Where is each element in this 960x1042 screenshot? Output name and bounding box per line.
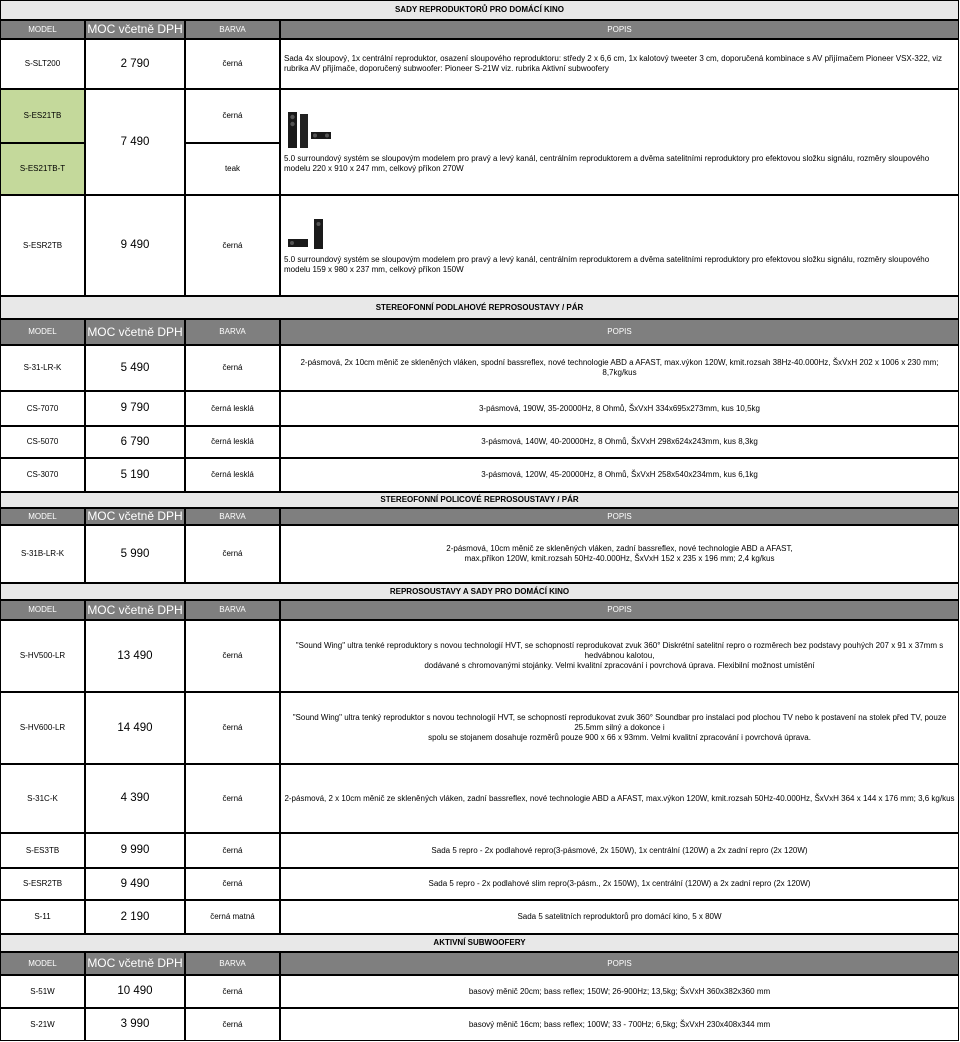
section-title: AKTIVNÍ SUBWOOFERY — [0, 934, 959, 952]
header-description: POPIS — [280, 600, 959, 620]
header-color: BARVA — [185, 600, 280, 620]
price-cell: 5 490 — [85, 345, 185, 391]
description-cell: 3-pásmová, 140W, 40-20000Hz, 8 Ohmů, ŠxVxH 298x624x243mm, kus 8,3kg — [280, 426, 959, 458]
description-cell — [280, 620, 959, 692]
model-cell: S-SLT200 — [0, 39, 85, 89]
price-cell: 4 390 — [85, 764, 185, 833]
color-cell: černá matná — [185, 900, 280, 934]
color-cell: černá lesklá — [185, 391, 280, 426]
model-cell: S-ES3TB — [0, 833, 85, 868]
header-model: MODEL — [0, 20, 85, 39]
header-description: POPIS — [280, 319, 959, 345]
description-cell — [280, 692, 959, 764]
color-cell: černá — [185, 39, 280, 89]
header-price: MOC včetně DPH — [85, 600, 185, 620]
section-title: STEREOFONNÍ PODLAHOVÉ REPROSOUSTAVY / PÁR — [0, 296, 959, 319]
color-cell: černá — [185, 692, 280, 764]
description-cell: basový měnič 20cm; bass reflex; 150W; 26-900Hz; 13,5kg; ŠxVxH 360x382x360 mm — [280, 975, 959, 1008]
header-model: MODEL — [0, 508, 85, 525]
price-cell: 13 490 — [85, 620, 185, 692]
description-cell: Sada 5 repro - 2x podlahové repro(3-pásmové, 2x 150W), 1x centrální (120W) a 2x zadní repro (2x 120W) — [280, 833, 959, 868]
header-color: BARVA — [185, 20, 280, 39]
price-cell: 5 990 — [85, 525, 185, 583]
color-cell: černá — [185, 975, 280, 1008]
description-cell: 3-pásmová, 190W, 35-20000Hz, 8 Ohmů, ŠxVxH 334x695x273mm, kus 10,5kg — [280, 391, 959, 426]
description-cell: 3-pásmová, 120W, 45-20000Hz, 8 Ohmů, ŠxVxH 258x540x234mm, kus 6,1kg — [280, 458, 959, 492]
description-cell: Sada 4x sloupový, 1x centrální reproduktor, osazení sloupového reproduktoru: středy 2 x 6,6 cm, 1x kalotový tweeter 3 cm, doporučená kombinace s AV přijímačem Pioneer VSX-322, viz rubrika AV přijímače, doporučený subwoofer: Pioneer S-21W viz. rubrika Aktivní subwoofery — [280, 39, 959, 89]
model-cell: S-ESR2TB — [0, 195, 85, 296]
header-price: MOC včetně DPH — [85, 952, 185, 975]
description-line: "Sound Wing" ultra tenký reproduktor s novou technologií HVT, se schopností reprodukovat zvuk 360° Soundbar pro instalaci pod plochou TV nebo k postavení na stolek před TV, pouze 25.5mm silný a dokonce i — [292, 713, 947, 732]
header-color: BARVA — [185, 508, 280, 525]
header-description: POPIS — [280, 20, 959, 39]
description-cell: basový měnič 16cm; bass reflex; 100W; 33 - 700Hz; 6,5kg; ŠxVxH 230x408x344 mm — [280, 1008, 959, 1041]
model-cell: CS-7070 — [0, 391, 85, 426]
description-cell — [280, 525, 959, 583]
description-cell: Sada 5 repro - 2x podlahové slim repro(3-pásm., 2x 150W), 1x centrální (120W) a 2x zadní repro (2x 120W) — [280, 868, 959, 900]
description-cell: Sada 5 satelitních reproduktorů pro domácí kino, 5 x 80W — [280, 900, 959, 934]
header-price: MOC včetně DPH — [85, 508, 185, 525]
price-cell: 9 990 — [85, 833, 185, 868]
description-line: "Sound Wing" ultra tenké reproduktory s novou technologií HVT, se schopností reprodukovat zvuk 360° Diskrétní satelitní repro o rozměrech bez podstavy pouhých 207 x 91 x 37mm s hedvábnou kalotou, — [295, 641, 944, 660]
speaker-set-image — [284, 110, 336, 150]
color-cell: černá — [185, 525, 280, 583]
color-cell: černá — [185, 868, 280, 900]
section-title: SADY REPRODUKTORŮ PRO DOMÁCÍ KINO — [0, 0, 959, 20]
color-cell: černá — [185, 345, 280, 391]
model-cell: S-31-LR-K — [0, 345, 85, 391]
model-cell: S-11 — [0, 900, 85, 934]
price-cell: 5 190 — [85, 458, 185, 492]
price-cell: 9 790 — [85, 391, 185, 426]
header-model: MODEL — [0, 319, 85, 345]
model-cell: CS-3070 — [0, 458, 85, 492]
section-title: REPROSOUSTAVY A SADY PRO DOMÁCÍ KINO — [0, 583, 959, 600]
description-line: dodávané s chromovanými stojánky. Velmi kvalitní zpracování i povrchová úprava. Flexibilní možnost umístění — [424, 661, 815, 670]
description-line: max.příkon 120W, kmit.rozsah 50Hz-40.000Hz, ŠxVxH 152 x 235 x 196 mm; 2,4 kg/kus — [464, 554, 775, 563]
color-cell: teak — [185, 143, 280, 195]
price-cell: 6 790 — [85, 426, 185, 458]
model-cell: S-31B-LR-K — [0, 525, 85, 583]
price-cell: 9 490 — [85, 868, 185, 900]
color-cell: černá — [185, 620, 280, 692]
color-cell: černá lesklá — [185, 458, 280, 492]
header-description: POPIS — [280, 508, 959, 525]
model-cell: S-31C-K — [0, 764, 85, 833]
model-cell: S-ESR2TB — [0, 868, 85, 900]
description-text: 5.0 surroundový systém se sloupovým modelem pro pravý a levý kanál, centrálním reproduktorem a dvěma satelitními reproduktory pro efektovou složku signálu, rozměry sloupového modelu 220 x 910 x 247 mm, celkový příkon 270W — [284, 154, 930, 173]
header-description: POPIS — [280, 952, 959, 975]
model-cell: S-HV600-LR — [0, 692, 85, 764]
color-cell: černá — [185, 833, 280, 868]
price-cell: 2 790 — [85, 39, 185, 89]
section-title: STEREOFONNÍ POLICOVÉ REPROSOUSTAVY / PÁR — [0, 492, 959, 508]
price-cell: 9 490 — [85, 195, 185, 296]
color-cell: černá lesklá — [185, 426, 280, 458]
model-cell: S-51W — [0, 975, 85, 1008]
model-cell: S-ES21TB-T — [0, 143, 85, 195]
color-cell: černá — [185, 1008, 280, 1041]
price-cell: 2 190 — [85, 900, 185, 934]
description-cell: 2-pásmová, 2 x 10cm měnič ze skleněných vláken, zadní bassreflex, nové technologie ABD a AFAST, max.výkon 120W, kmit.rozsah 50Hz-40.000Hz, ŠxVxH 364 x 144 x 176 mm; 3,6 kg/kus — [280, 764, 959, 833]
model-cell: S-21W — [0, 1008, 85, 1041]
model-cell: S-HV500-LR — [0, 620, 85, 692]
description-line: spolu se stojanem dosahuje rozměrů pouze 900 x 66 x 93mm. Velmi kvalitní zpracování i povrchová úprava. — [428, 733, 811, 742]
description-cell — [280, 195, 959, 296]
description-cell: 2-pásmová, 2x 10cm měnič ze skleněných vláken, spodní bassreflex, nové technologie ABD a AFAST, max.výkon 120W, kmit.rozsah 38Hz-40.000Hz, ŠxVxH 202 x 1006 x 230 mm; 8,7kg/kus — [280, 345, 959, 391]
description-line: 2-pásmová, 10cm měnič ze skleněných vláken, zadní bassreflex, nové technologie ABD a AFAST, — [446, 544, 793, 553]
price-cell: 14 490 — [85, 692, 185, 764]
model-cell: CS-5070 — [0, 426, 85, 458]
header-model: MODEL — [0, 600, 85, 620]
color-cell: černá — [185, 89, 280, 143]
header-price: MOC včetně DPH — [85, 319, 185, 345]
color-cell: černá — [185, 195, 280, 296]
speaker-set-image — [284, 217, 334, 251]
model-cell: S-ES21TB — [0, 89, 85, 143]
price-cell: 10 490 — [85, 975, 185, 1008]
description-cell — [280, 89, 959, 195]
header-price: MOC včetně DPH — [85, 20, 185, 39]
header-color: BARVA — [185, 319, 280, 345]
header-model: MODEL — [0, 952, 85, 975]
color-cell: černá — [185, 764, 280, 833]
price-cell: 3 990 — [85, 1008, 185, 1041]
price-cell: 7 490 — [85, 89, 185, 195]
header-color: BARVA — [185, 952, 280, 975]
description-text: 5.0 surroundový systém se sloupovým modelem pro pravý a levý kanál, centrálním reproduktorem a dvěma satelitními reproduktory pro efektovou složku signálu, rozměry sloupového modelu 159 x 980 x 237 mm, celkový příkon 150W — [284, 254, 930, 274]
